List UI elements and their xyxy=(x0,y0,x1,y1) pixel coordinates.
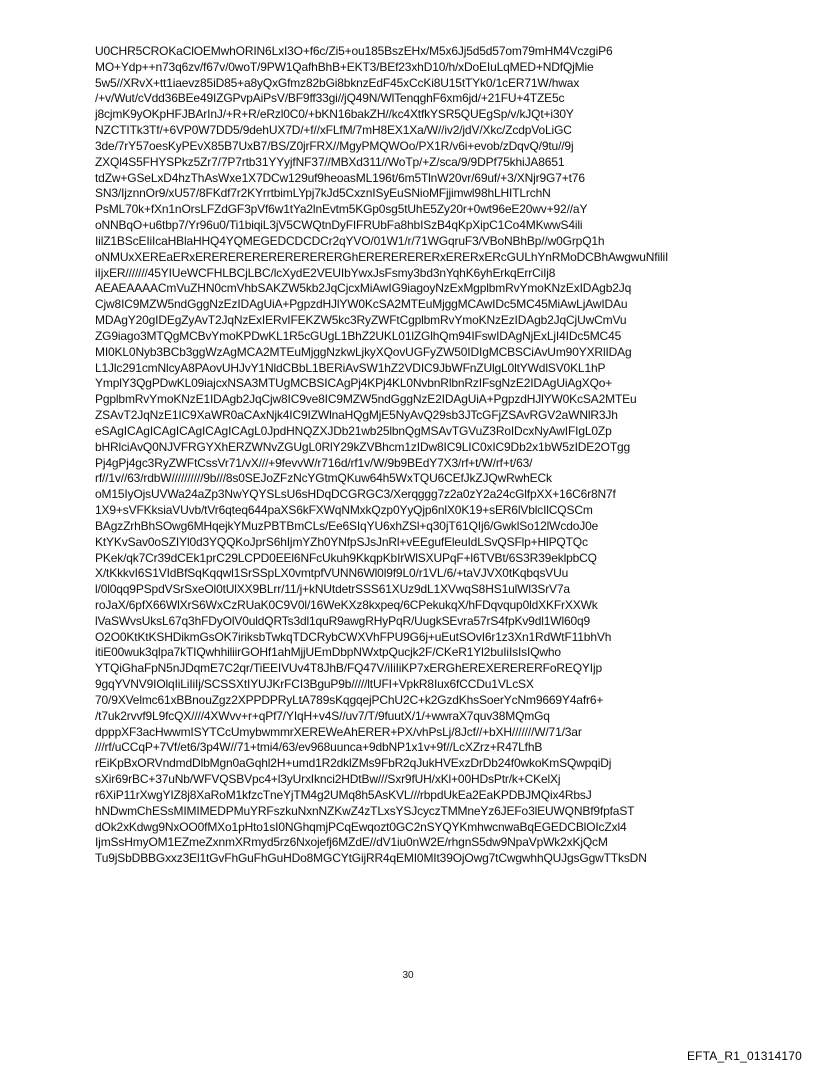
text-line: IilZ1BScEIiIcaHBlaHHQ4YQMEGEDCDCDCr2qYVO/01W1/r/71WGqruF3/VBoNBhBp//w0GrpQ1h xyxy=(95,233,605,248)
text-line: PKek/qk7Cr39dCEk1prC29LCPD0EEl6NFcUkuh9KkqpKbIrWlSXUPqF+l6TVBt/6S3R39eklpbCQ xyxy=(95,550,597,565)
text-line: PgplbmRvYmoKNzE1IDAgb2JqCjw8IC9ve8IC9MZW5ndGggNzE2IDAgUiA+PgpzdHJlYW0KcSA2MTEu xyxy=(95,392,637,407)
encoded-text-block xyxy=(95,44,735,867)
text-line: YTQiGhaFpN5nJDqmE7C2qr/TiEEIVUv4T8JhB/FQ47V/iIiIiKP7xERGhEREXERERERFoREQYIjp xyxy=(95,661,602,676)
text-line: eSAgICAgICAgICAgICAgICAgL0JpdHNQZXJDb21wb25lbnQgMSAvTGVuZ3RoIDcxNyAwIFIgL0Zp xyxy=(95,423,612,438)
text-line: ///rf/uCCqP+7Vf/et6/3p4W//71+tmi4/63/ev968uunca+9dbNP1x1v+9f//LcXZrz+R47LfhB xyxy=(95,740,543,755)
text-line: AEAEAAAACmVuZHN0cmVhbSAKZW5kb2JqCjcxMiAwIG9iagoyNzExMgplbmRvYmoKNzExIDAgb2Jq xyxy=(95,281,632,296)
text-line: dOk2xKdwg9NxOO0fMXo1pHto1sI0NGhqmjPCqEwqozt0GC2nSYQYKmhwcnwaBqEGEDCBlOIcZxl4 xyxy=(95,819,627,834)
text-line: Cjw8IC9MZW5ndGggNzEzIDAgUiA+PgpzdHJlYW0KcSA2MTEuMjggMCAwIDc5MC45MiAwLjAwIDAu xyxy=(95,297,628,312)
text-line: NZCTITk3Tf/+6VP0W7DD5/9dehUX7D/+f//xFLfM/7mH8EX1Xa/W//iv2/jdV/Xkc/ZcdpVoLiGC xyxy=(95,123,572,138)
text-line: r6XiP11rXwgYIZ8j8XaRoM1kfzcTneYjTM4g2UMq8h5AsKVL///rbpdUkEa2EaKPDBJMQix4RbsJ xyxy=(95,787,592,802)
text-line: U0CHR5CROKaClOEMwhORIN6LxI3O+f6c/Zi5+ou185BszEHx/M5x6Jj5d5d57om79mHM4VczgiP6 xyxy=(95,44,613,58)
text-line: /t7uk2rvvf9L9fcQX////4XWvv+r+qPf7/YIqH+v4S//uv7/T/9fuutX/1/+wwraX7quv38MQmGq xyxy=(95,708,550,723)
text-line: oNMUxXEREaERxERERERERERERERERERGhERERERERERxERERxERcGULhYnRMoDCBhAwgwuNfiliI xyxy=(95,249,669,264)
text-line: IjmSsHmyOM1EZmeZxnmXRmyd5rz6Nxojefj6MZdE//dV1iu0nW2E/rhgnS5dw9NpaVpWk2xKjQcM xyxy=(95,835,608,850)
text-line: 9gqYVNV9IOlqIiLiIiIj/SCSSXtIYUJKrFCI3BguP9b/////ltUFI+VpkR8Iux6fCCDu1VLcSX xyxy=(95,677,534,692)
text-line: MI0KL0Nyb3BCb3ggWzAgMCA2MTEuMjggNzkwLjkyXQovUGFyZW50IDIgMCBSCiAvUm90YXRlIDAg xyxy=(95,344,632,359)
text-line: MO+Ydp++n73q6zv/f67v/0woT/9PW1QafhBhB+EKT3/BEf23xhD10/h/xDoEIuLqMED+NDfQjMie xyxy=(95,59,594,74)
text-line: ZSAvT2JqNzE1IC9XaWR0aCAxNjk4IC9IZWlnaHQgMjE5NyAvQ29sb3JTcGFjZSAvRGV2aWNlR3Jh xyxy=(95,408,618,423)
text-line: roJaX/6pfX66WlXrS6WxCzRUaK0C9V0l/16WeKXz8kxpeq/6CPekukqX/hFDqvqup0ldXKFrXXWk xyxy=(95,597,598,612)
text-line: O2O0KtKtKSHDikmGsOK7iriksbTwkqTDCRybCWXVhFPU9G6j+uEutSOvI6r1z3Xn1RdWtF11bhVh xyxy=(95,629,612,644)
document-id: EFTA_R1_01314170 xyxy=(686,1049,802,1063)
text-line: tdZw+GSeLxD4hzThAsWxe1X7DCw129uf9heoasML196t/6m5TlnW20vr/69uf/+3/XNjr9G7+t76 xyxy=(95,170,585,185)
text-line: MDAgY20gIDEgZyAvT2JqNzExIERvIFEKZW5kc3RyZWFtCgplbmRvYmoKNzEzIDAgb2JqCjUwCmVu xyxy=(95,313,627,328)
text-line: YmplY3QgPDwKL09iajcxNSA3MTUgMCBSICAgPj4KPj4KL0NvbnRlbnRzIFsgNzE2IDAgUiAgXQo+ xyxy=(95,376,613,391)
text-line: dpppXF3acHwwmISYTCcUmybwmmrXEREWeAhERER+PX/vhPsLj/8Jcf//+bXH///////W/71/3ar xyxy=(95,724,582,739)
text-line: itiE00wuk3qlpa7kTIQwhhiliirGOHf1ahMjjUEmDbpNWxtpQucjk2F/CKeR1Yl2buIiIsIsIQwho xyxy=(95,645,561,660)
text-line: SN3/IjznnOr9/xU57/8FKdf7r2KYrrtbimLYpj7kJd5CxznISyEuSNioMFjjimwl98hLHITLrchN xyxy=(95,186,551,201)
text-line: l/0l0qq9PSpdVSrSxeOl0tUlXX9BLrr/11/j+kNUtdetrSSS61XUz9dL1XVwqS8HS1ulWl3SrV7a xyxy=(95,582,570,597)
text-line: 5w5//XRvX+tt1iaevz85iD85+a8yQxGfmz82bGi8bknzEdF45xCcKi8U15tTYk0/1cER71W/hwax xyxy=(95,75,580,90)
text-line: ZG9iago3MTQgMCBvYmoKPDwKL1R5cGUgL1BhZ2UKL01lZGlhQm94IFswIDAgNjExLjI4IDc5MC45 xyxy=(95,328,622,343)
text-line: sXir69rBC+37uNb/WFVQSBVpc4+l3yUrxIknci2HDtBw///Sxr9fUH/xKl+00HDsPtr/k+CKelXj xyxy=(95,772,561,787)
text-line: 3de/7rY57oesKyPEvX85B7UxB7/BS/Z0jrFRX//MgyPMQWOo/PX1R/v6i+evob/zDqvQ/9tu//9j xyxy=(95,138,574,153)
text-line: rEiKpBxORVndmdDlbMgn0aGqhl2H+umd1R2dklZMs9FbR2qJukHVExzDrDb24f0wkoKmSQwpqiDj xyxy=(95,756,612,771)
text-line: ZXQl4S5FHYSPkz5Zr7/7P7rtb31YYyjfNF37//MBXd311//WoTp/+Z/sca/9/9DPf75khiJA8651 xyxy=(95,154,565,169)
text-line: Pj4gPj4gc3RyZWFtCssVr71/vX///+9fevvW/r716d/rf1v/W/9b9BEdY7X3/rf+t/W/rf+t/63/ xyxy=(95,455,533,470)
page-number: 30 xyxy=(402,970,414,981)
text-line: oM15IyOjsUVWa24aZp3NwYQYSLsU6sHDqDCGRGC3/Xerqggg7z2a0zY2a24cGlfpXX+16C6r8N7f xyxy=(95,487,616,502)
text-line: 1X9+sVFKksiaVUvb/tVr6qteq644paXS6kFXWqNMxkQzp0YyQjp6nlX0K19+sER6lVblcIlCQSCm xyxy=(95,503,593,518)
text-line: hNDwmChESsMIMIMEDPMuYRFszkuNxnNZKwZ4zTLxsYSJcyczTMMneYz6JEFo3lEUWQNBf9fpfaST xyxy=(95,803,635,818)
text-line: lVaSWvsUksL67q3hFDyOlV0uldQRTs3dl1quR9awgRHyPqR/UugkSEvra57rS4fpKv9dl1Wl60q9 xyxy=(95,613,591,628)
text-line: BAgzZrhBhSOwg6MHqejkYMuzPBTBmCLs/Ee6SIqYU6xhZSl+q30jT61QIj6/GwklSo12lWcdoJ0e xyxy=(95,518,599,533)
text-line: L1Jlc291cmNlcyA8PAovUHJvY1NldCBbL1BERiAvSW1hZ2VDIC9JbWFnZUlgL0ltYWdlSV0KL1hP xyxy=(95,360,606,375)
text-line: oNNBqO+u6tbp7/Yr96u0/Ti1biqiL3jV5CWQtnDyFIFRUbFa8hbISzB4qKpXipC1Co4MKwwS4ili xyxy=(95,218,583,233)
text-line: bHRlciAvQ0NJVFRGYXhERZWNvZGUgL0RlY29kZVBhcm1zIDw8IC9LIC0xIC9Db2x1bW5zIDE2OTgg xyxy=(95,439,631,454)
text-line: X/tKkkvI6S1VIdBfSqKqqwl1SrSSpLX0vmtpfVUNN6Wl0l9f9L0/r1VL/6/+taVJVX0tKqbqsVUu xyxy=(95,566,569,581)
text-line: Tu9jSbDBBGxxz3El1tGvFhGuFhGuHDo8MGCYtGijRR4qEMI0MIt39OjOwg7tCwgwhhQUJgsGgwTTksDN xyxy=(95,851,647,866)
text-line: rf//1v//63/rdbW//////////9b///8s0SEJoZFzNcYGtmQKuw64h5WxTQU6CEfJkZJQwRwhECk xyxy=(95,471,552,486)
text-line: /+v/Wut/cVdd36BEe49IZGPvpAiPsV/BF9ff33gi//jQ49N/WlTenqghF6xm6jd/+21FU+4TZE5c xyxy=(95,91,565,106)
text-line: iIjxER///////45YIUeWCFHLBCjLBC/lcXydE2VEUIbYwxJsFsmy3bd3nYqhK6yhErkqErrCiIj8 xyxy=(95,265,556,280)
text-line: 70/9XVelmc61xBBnouZgz2XPPDPRyLtA789sKqgqejPChU2C+k2GzdKhsSoerYcNm9669Y4afr6+ xyxy=(95,692,604,707)
text-line: KtYKvSav0oSZIYl0d3YQQKoJprS6hIjmYZh0YNfpSJsJnRl+vEEgufEleuIdLSvQSFlp+HlPQTQc xyxy=(95,534,588,549)
text-line: j8cjmK9yOKpHFJBArInJ/+R+R/eRzl0C0/+bKN16bakZH//kc4XtfkYSR5QUEgSp/v/kJQt+i30Y xyxy=(95,107,574,122)
text-line: PsML70k+fXn1nOrsLFZdGF3pVf6w1tYa2lnEvtm5KGp0sg5tUhE5Zy20r+0wt96eE20wv+92//aY xyxy=(95,202,588,217)
